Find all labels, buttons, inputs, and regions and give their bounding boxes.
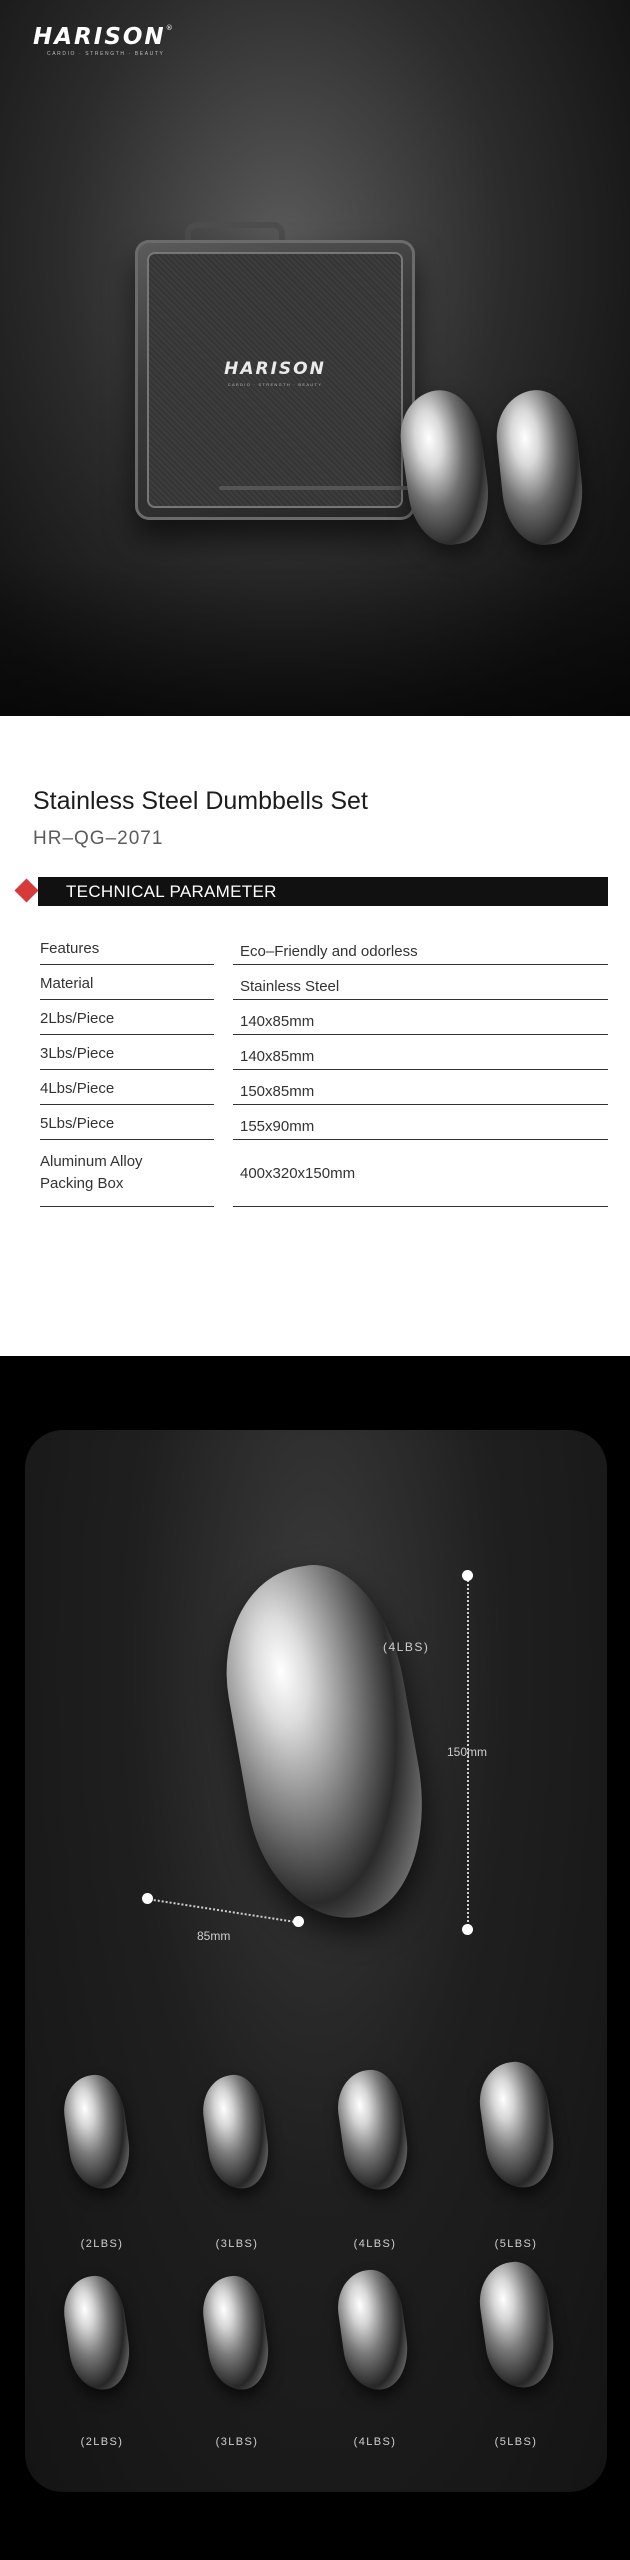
- weight-label: (4LBS): [353, 2238, 397, 2250]
- spec-row: [40, 1070, 608, 1105]
- hero-floor-shadow: [0, 560, 630, 716]
- spec-table: [40, 930, 608, 1207]
- registered-mark: ®: [165, 24, 175, 32]
- dumbbell-thumb-2lbs: [59, 2071, 134, 2192]
- spec-row: [40, 1105, 608, 1140]
- spec-row: [40, 1035, 608, 1070]
- spec-value: Eco–Friendly and odorless: [233, 930, 608, 965]
- spec-key: Material: [40, 965, 214, 1000]
- size-section: [0, 1356, 630, 2560]
- spec-key: Features: [40, 930, 214, 965]
- dumbbell-thumb-5lbs: [475, 2258, 560, 2392]
- spec-value: 140x85mm: [233, 1035, 608, 1070]
- width-dimension-line: [147, 1898, 301, 1924]
- spec-key: Aluminum Alloy Packing Box: [40, 1140, 214, 1207]
- dumbbell-weight-label: (4LBS): [383, 1640, 430, 1654]
- spec-value: 400x320x150mm: [233, 1140, 608, 1207]
- width-label: 85mm: [197, 1929, 231, 1943]
- spec-value: 155x90mm: [233, 1105, 608, 1140]
- weight-label: (2LBS): [80, 2238, 124, 2250]
- height-top-dot: [462, 1570, 473, 1581]
- section-title: TECHNICAL PARAMETER: [66, 882, 277, 901]
- brand-logo: [33, 24, 175, 57]
- product-title: Stainless Steel Dumbbells Set: [33, 787, 368, 815]
- height-bottom-dot: [462, 1924, 473, 1935]
- dumbbell-thumb-5lbs: [475, 2058, 560, 2192]
- dumbbell-image-left: [395, 385, 496, 550]
- spec-row: [40, 1000, 608, 1035]
- width-right-dot: [293, 1916, 304, 1927]
- spec-key: 3Lbs/Piece: [40, 1035, 214, 1070]
- aluminum-packing-case: [135, 240, 415, 520]
- spec-key: 5Lbs/Piece: [40, 1105, 214, 1140]
- case-logo: HARISON: [224, 359, 326, 379]
- dumbbell-thumb-4lbs: [333, 2066, 413, 2194]
- spec-key: 2Lbs/Piece: [40, 1000, 214, 1035]
- section-header-bar: [38, 877, 608, 906]
- product-code: HR–QG–2071: [33, 828, 164, 849]
- dumbbell-thumb-2lbs: [59, 2272, 134, 2393]
- dumbbell-detail-image: [209, 1553, 443, 1933]
- weight-label: (5LBS): [494, 2238, 538, 2250]
- dumbbell-image-right: [492, 386, 588, 549]
- case-lid: [147, 252, 403, 508]
- diamond-marker-icon: [14, 878, 38, 902]
- dumbbell-thumb-4lbs: [333, 2266, 413, 2394]
- spec-row: [40, 930, 608, 965]
- brand-logo-text: HARISON: [33, 24, 166, 50]
- weight-label: (3LBS): [215, 2238, 259, 2250]
- brand-tagline: CARDIO · STRENGTH · BEAUTY: [47, 51, 165, 57]
- weight-label: (5LBS): [494, 2436, 538, 2448]
- weight-label: (4LBS): [353, 2436, 397, 2448]
- specs-section: [0, 716, 630, 1356]
- spec-row: [40, 1140, 608, 1207]
- weight-label: (3LBS): [215, 2436, 259, 2448]
- case-tagline: CARDIO · STRENGTH · BEAUTY: [227, 382, 323, 387]
- dimension-card: [25, 1430, 607, 2492]
- hero-banner: [0, 0, 630, 716]
- weight-label: (2LBS): [80, 2436, 124, 2448]
- case-label-plate: [219, 486, 409, 490]
- spec-value: Stainless Steel: [233, 965, 608, 1000]
- spec-row: [40, 965, 608, 1000]
- width-left-dot: [142, 1893, 153, 1904]
- height-label: 150mm: [447, 1745, 488, 1759]
- dumbbell-thumb-3lbs: [198, 2272, 273, 2393]
- spec-value: 140x85mm: [233, 1000, 608, 1035]
- spec-value: 150x85mm: [233, 1070, 608, 1105]
- spec-key: 4Lbs/Piece: [40, 1070, 214, 1105]
- dumbbell-thumb-3lbs: [198, 2071, 273, 2192]
